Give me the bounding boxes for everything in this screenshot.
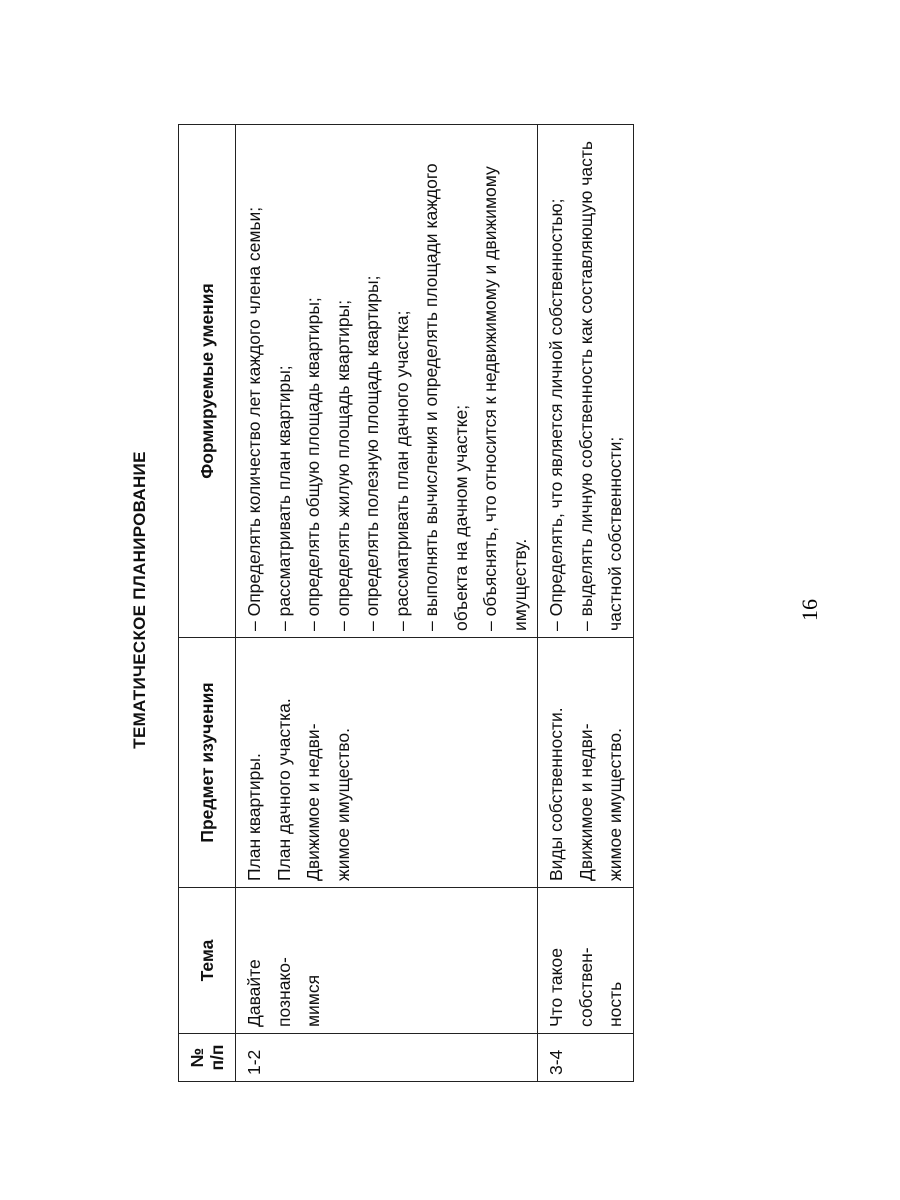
cell-topic: Давайте познако- мимся: [236, 888, 538, 1034]
cell-skills: [236, 125, 538, 638]
skill-item: – рассматривать план дачного участка;: [391, 310, 412, 631]
cell-num: 3-4: [538, 1034, 634, 1082]
skill-item: – рассматривать план квартиры;: [273, 365, 294, 631]
skill-item: – определять общую площадь квартиры;: [303, 297, 323, 631]
table-row: [538, 125, 634, 1082]
cell-num: 1-2: [236, 1034, 538, 1082]
cell-skills: [538, 125, 634, 638]
table-header-row: [179, 125, 236, 1082]
header-topic: Тема: [179, 888, 236, 1034]
cell-topic: Что такое собствен- ность: [538, 888, 634, 1034]
skill-item: – выделять личную собственность как составляющую часть частной собственности;: [575, 141, 625, 631]
page-number: 16: [797, 599, 822, 621]
thematic-plan-table: [178, 124, 634, 1082]
skill-item: – Определять, что является личной собственностью;: [546, 198, 566, 631]
header-skills: Формируемые умения: [179, 125, 236, 638]
skill-item: – Определять количество лет каждого члена семьи;: [244, 206, 264, 631]
header-subject: Предмет изучения: [179, 638, 236, 888]
skill-item: – определять полезную площадь квартиры;: [362, 275, 382, 631]
cell-subject: План квартиры. План дачного участка. Движимое и недви- жимое имущество.: [236, 638, 538, 888]
header-num: № п/п: [179, 1034, 236, 1082]
table-row: [236, 125, 538, 1082]
skill-item: – объяснять, что относится к недвижимому и движимому имуществу.: [480, 166, 530, 631]
page-title: ТЕМАТИЧЕСКОЕ ПЛАНИРОВАНИЕ: [130, 451, 149, 749]
cell-subject: Виды собственности. Движимое и недви- жимое имущество.: [538, 638, 634, 888]
skill-item: – определять жилую площадь квартиры;: [332, 299, 353, 631]
skill-item: – выполнять вычисления и определять площади каждого объекта на дачном участке;: [421, 163, 471, 631]
